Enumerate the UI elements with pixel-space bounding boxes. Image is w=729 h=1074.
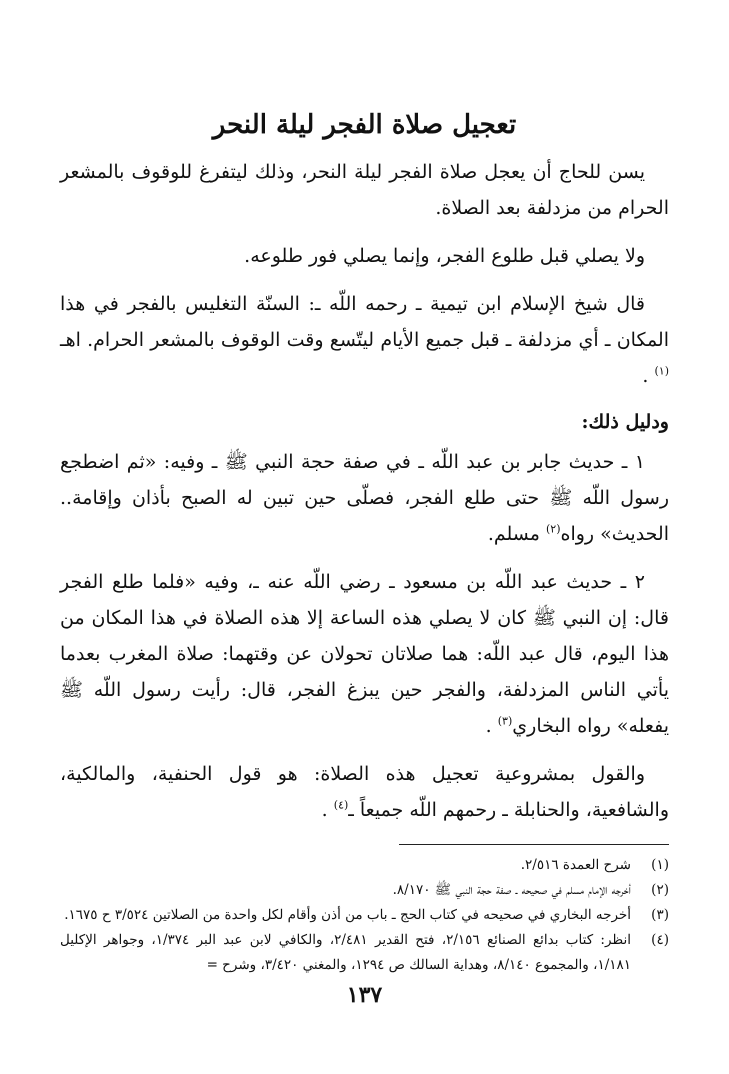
paragraph-3-text: قال شيخ الإسلام ابن تيمية ـ رحمه اللّه ـ: السنّة التغليس بالفجر في هذا المكان ـ أي مزدلفة ـ قبل جميع الأيام ليتّسع وقت الوقوف بالمشعر الحرام. اهـ	[60, 293, 669, 351]
paragraph-3-end: .	[642, 365, 649, 387]
evidence-1	[60, 444, 669, 552]
page-number: ١٣٧	[346, 982, 383, 1008]
paragraph-2-text: ولا يصلي قبل طلوع الفجر، وإنما يصلي فور طلوعه.	[244, 245, 645, 267]
footnote-3-text: أخرجه البخاري في صحيحه في كتاب الحج ـ باب من أذن وأقام لكل واحدة من الصلاتين ٣/٥٢٤ ح ١٦٧٥.	[64, 907, 631, 923]
evidence-2	[60, 564, 669, 744]
footnote-3	[60, 903, 669, 928]
paragraph-madhhab	[60, 756, 669, 828]
paragraph-3	[60, 286, 669, 394]
page-title: تعجيل صلاة الفجر ليلة النحر	[212, 110, 517, 140]
evidence-2-end: .	[485, 715, 492, 737]
footnote-marker-3: (٣)	[497, 714, 513, 728]
footnote-3-number: (٣)	[651, 907, 669, 923]
footnote-marker-2: (٢)	[545, 522, 561, 536]
footnote-1	[60, 853, 669, 878]
footnote-1-text: شرح العمدة ٢/٥١٦.	[520, 857, 631, 873]
footnote-1-number: (١)	[651, 857, 669, 873]
paragraph-1	[60, 154, 669, 226]
footnote-4-text: انظر: كتاب بدائع الصنائع ٢/١٥٦، فتح القدير ٢/٤٨١، والكافي لابن عبد البر ١/٣٧٤، وجواهر الإكليل ١/١٨١، والمجموع ٨/١٤٠، وهداية السالك ص ١٢٩٤، والمغني ٣/٤٢٠، وشرح =	[60, 932, 631, 973]
evidence-1-end: مسلم.	[487, 523, 540, 545]
footnote-marker-4: (٤)	[333, 798, 349, 812]
paragraph-madhhab-text: والقول بمشروعية تعجيل هذه الصلاة: هو قول الحنفية، والمالكية، والشافعية، والحنابلة ـ رحمهم اللّه جميعاً ـ	[60, 763, 669, 821]
footnote-marker-1: (١)	[654, 364, 669, 378]
footnote-4-number: (٤)	[651, 932, 669, 948]
paragraph-2	[60, 238, 669, 274]
footnote-2-text: أخرجه الإمام مسلم في صحيحه ـ صفة حجة النبي ﷺ ٨/١٧٠.	[392, 882, 631, 898]
footnote-4	[60, 928, 669, 978]
evidence-heading: ودليل ذلك:	[581, 411, 669, 433]
evidence-2-text: ٢ ـ حديث عبد اللّه بن مسعود ـ رضي اللّه عنه ـ، وفيه «فلما طلع الفجر قال: إن النبي ﷺ كان لا يصلي هذه الساعة إلا هذه الصلاة في هذا المكان من هذا اليوم، قال عبد اللّه: هما صلاتان تحولان عن وقتهما: صلاة المغرب بعدما يأتي الناس المزدلفة، والفجر حين يبزغ الفجر، قال: رأيت رسول اللّه ﷺ يفعله» رواه البخاري	[60, 571, 669, 737]
evidence-1-text: ١ ـ حديث جابر بن عبد اللّه ـ في صفة حجة النبي ﷺ ـ وفيه: «ثم اضطجع رسول اللّه ﷺ حتى طلع الفجر، فصلّى حين تبين له الصبح بأذان وإقامة.. الحديث» رواه	[60, 451, 669, 545]
footnote-2-number: (٢)	[651, 882, 669, 898]
paragraph-madhhab-end: .	[321, 799, 328, 821]
footnote-2	[60, 878, 669, 903]
footnote-divider	[399, 844, 669, 845]
paragraph-1-text: يسن للحاج أن يعجل صلاة الفجر ليلة النحر، وذلك ليتفرغ للوقوف بالمشعر الحرام من مزدلفة بعد الصلاة.	[60, 161, 669, 219]
